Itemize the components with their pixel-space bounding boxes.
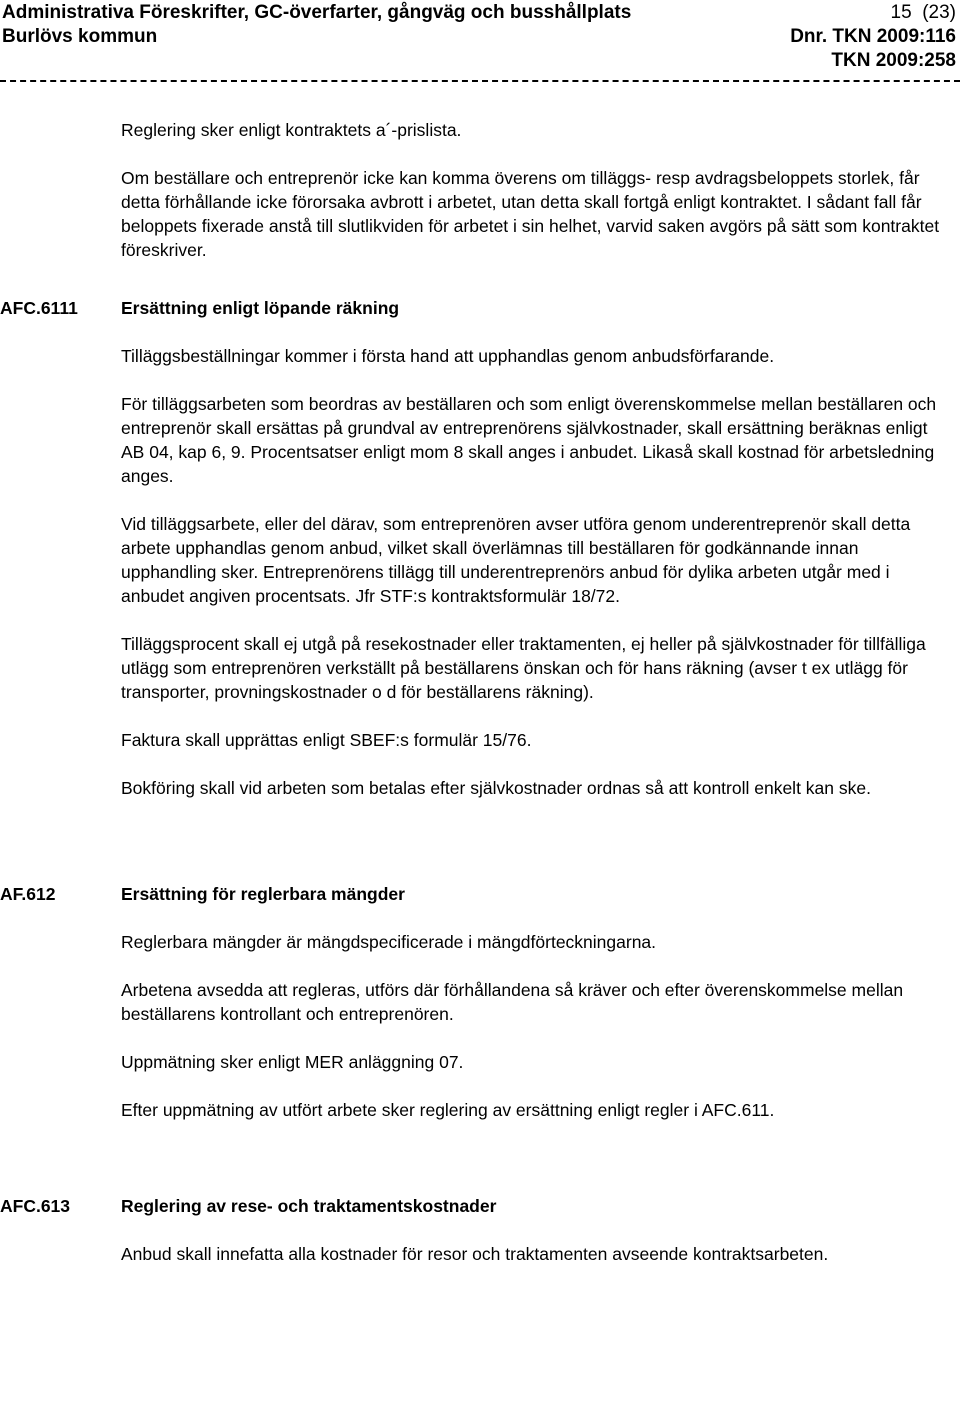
section-afc-6111: [0, 296, 951, 800]
organization-name: Burlövs kommun: [2, 26, 158, 47]
section-afc-613: [0, 1194, 951, 1266]
document-title: Administrativa Föreskrifter, GC-överfarter, gångväg och busshållplats: [2, 2, 632, 23]
section-code: AF.612: [0, 884, 56, 904]
paragraph: Uppmätning sker enligt MER anläggning 07.: [121, 1052, 464, 1072]
paragraph: Faktura skall upprättas enligt SBEF:s formulär 15/76.: [121, 730, 532, 750]
header-divider: [0, 80, 960, 82]
paragraph: Efter uppmätning av utfört arbete sker reglering av ersättning enligt regler i AFC.611.: [121, 1100, 775, 1120]
page-total: (23): [922, 2, 956, 23]
section-af-612: [0, 882, 951, 1122]
section-title: Ersättning enligt löpande räkning: [121, 298, 400, 318]
paragraph: Vid tilläggsarbete, eller del därav, som entreprenören avser utföra genom underentreprenör skall detta arbete upphandlas genom anbud, vilket skall överlämnas till beställaren för godkännande innan upphandling sker. Entreprenörens tillägg till underentreprenörs anbud för dylika arbeten utgår med i anbudet angiven procentsats. Jfr STF:s kontraktsformulär 18/72.: [121, 514, 911, 606]
paragraph: För tilläggsarbeten som beordras av beställaren och som enligt överenskommelse mellan beställaren och entreprenör skall ersättas på grundval av entreprenörens självkostnader, skall ersättning beräknas enligt AB 04, kap 6, 9. Procentsatser enligt mom 8 skall anges i anbudet. Likaså skall kostnad för arbetsledning anges.: [121, 394, 937, 486]
paragraph: Reglerbara mängder är mängdspecificerade i mängdförteckningarna.: [121, 932, 657, 952]
diary-number: Dnr. TKN 2009:116: [790, 26, 956, 47]
tkn-number: TKN 2009:258: [831, 50, 956, 71]
section-title: Ersättning för reglerbara mängder: [121, 884, 405, 904]
paragraph-disagreement: Om beställare och entreprenör icke kan komma överens om tilläggs- resp avdragsbeloppets storlek, får detta förhållande icke förorsaka avbrott i arbetet, utan detta skall fortgå enligt kontraktet. I sådant fall får beloppets fixerade anstå till slutlikviden för arbetet i sin helhet, varvid saken avgörs på sätt som kontraktet föreskriver.: [121, 168, 940, 260]
paragraph: Bokföring skall vid arbeten som betalas efter självkostnader ordnas så att kontroll enkelt kan ske.: [121, 778, 871, 798]
paragraph: Arbetena avsedda att regleras, utförs där förhållandena så kräver och efter överenskommelse mellan beställarens kontrollant och entreprenören.: [121, 980, 904, 1024]
page-number: [891, 1, 957, 24]
section-code: AFC.613: [0, 1196, 71, 1216]
paragraph: Tilläggsprocent skall ej utgå på resekostnader eller traktamenten, ej heller på självkostnader för tillfälliga utlägg som entreprenören verkställt på beställarens önskan och för hans räkning (avser t ex utlägg för transporter, provningskostnader o d för beställarens räkning).: [121, 634, 926, 702]
paragraph: Tilläggsbeställningar kommer i första hand att upphandlas genom anbudsförfarande.: [121, 346, 775, 366]
page-current: 15: [890, 2, 912, 23]
paragraph-price-list: Reglering sker enligt kontraktets a´-prislista.: [121, 120, 462, 140]
section-title: Reglering av rese- och traktamentskostnader: [121, 1196, 497, 1216]
section-code: AFC.6111: [0, 298, 78, 318]
paragraph: Anbud skall innefatta alla kostnader för resor och traktamenten avseende kontraktsarbeten.: [121, 1244, 829, 1264]
document-body: [0, 118, 951, 1266]
